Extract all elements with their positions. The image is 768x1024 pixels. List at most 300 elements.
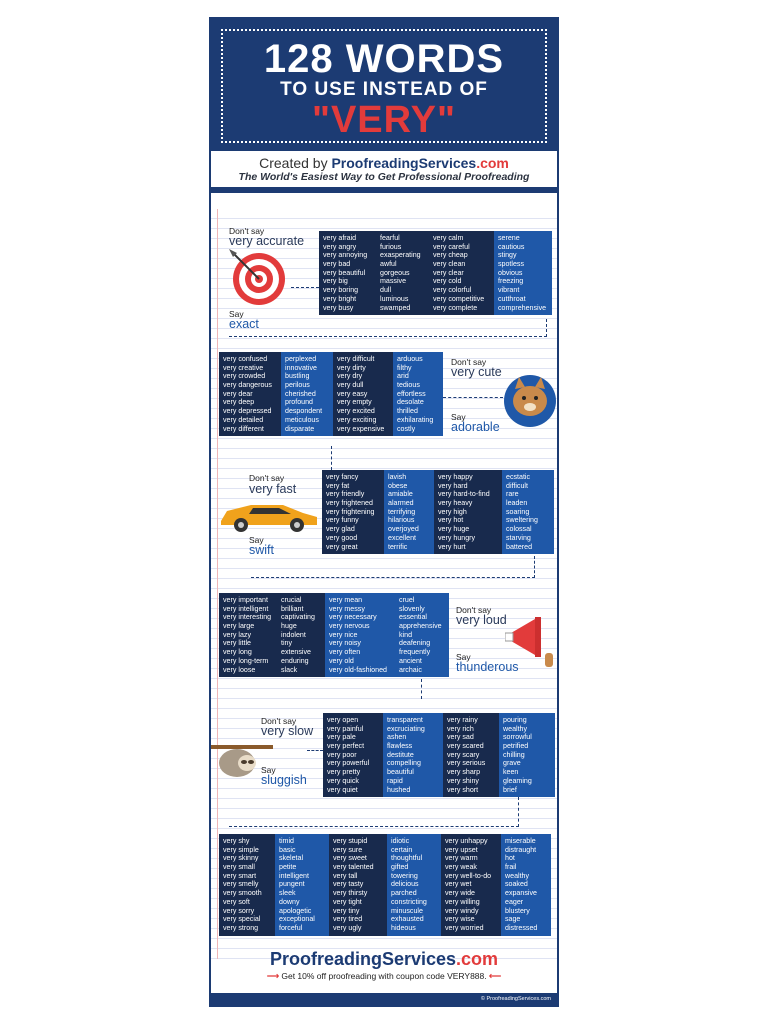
- word-entry: brilliant: [281, 604, 304, 613]
- word-entry: very hungry: [438, 533, 476, 542]
- word-entry: cruel: [399, 596, 415, 604]
- word-entry: very tall: [333, 871, 358, 880]
- connector-line: [291, 287, 319, 288]
- word-column: [494, 231, 552, 315]
- word-entry: excellent: [388, 533, 416, 542]
- word-entry: spotless: [498, 260, 525, 269]
- word-column: [322, 470, 384, 554]
- word-entry: soaring: [506, 507, 530, 516]
- word-column: [499, 713, 555, 797]
- copyright-text: © ProofreadingServices.com: [480, 996, 551, 1002]
- word-column: [219, 834, 275, 936]
- word-entry: very noisy: [329, 639, 361, 648]
- title-line-1: 128 WORDS: [263, 37, 505, 81]
- word-entry: archaic: [399, 665, 422, 674]
- word-entry: very dangerous: [223, 381, 272, 390]
- copyright-bar: [211, 993, 557, 1005]
- word-entry: very loose: [223, 665, 256, 674]
- word-entry: very unhappy: [445, 837, 488, 845]
- word-entry: distressed: [505, 923, 538, 932]
- word-entry: terrific: [388, 542, 408, 551]
- word-entry: very old: [329, 656, 354, 665]
- word-entry: parched: [391, 889, 417, 898]
- word-entry: very competitive: [433, 294, 485, 303]
- word-entry: overjoyed: [388, 525, 419, 534]
- word-entry: very tired: [333, 915, 363, 924]
- word-entry: serene: [498, 234, 520, 242]
- word-column: [325, 593, 395, 677]
- word-entry: forceful: [279, 923, 303, 932]
- word-entry: very bad: [323, 260, 351, 269]
- word-entry: alarmed: [388, 499, 414, 508]
- say-label: Say: [229, 309, 244, 319]
- word-entry: very good: [326, 533, 358, 542]
- credit-line: [211, 155, 557, 171]
- word-entry: skeletal: [279, 854, 304, 863]
- word-entry: very wide: [445, 889, 475, 898]
- word-entry: very tiny: [333, 906, 360, 915]
- word-entry: slack: [281, 665, 298, 674]
- word-entry: hideous: [391, 923, 416, 932]
- word-entry: gorgeous: [380, 268, 410, 277]
- word-entry: very cold: [433, 277, 462, 286]
- word-entry: very frightening: [326, 507, 375, 516]
- word-entry: very serious: [447, 759, 486, 768]
- say-word: adorable: [451, 420, 500, 434]
- word-entry: very depressed: [223, 407, 272, 416]
- word-entry: very smelly: [223, 880, 259, 889]
- word-entry: destitute: [387, 750, 414, 759]
- word-entry: very tight: [333, 897, 362, 906]
- coupon-text: Get 10% off proofreading with coupon code VERY888.: [281, 971, 487, 981]
- word-entry: furious: [380, 242, 402, 251]
- word-entry: leaden: [506, 499, 528, 508]
- word-entry: thoughtful: [391, 854, 423, 863]
- word-entry: exasperating: [380, 251, 421, 260]
- connector-line: [421, 679, 422, 699]
- target-icon: [225, 249, 289, 309]
- word-entry: captivating: [281, 613, 315, 622]
- word-entry: very perfect: [327, 742, 365, 751]
- word-entry: very powerful: [327, 759, 370, 768]
- word-entry: eager: [505, 897, 524, 906]
- word-column: [323, 713, 383, 797]
- word-block-6: [219, 834, 551, 936]
- word-entry: sleek: [279, 889, 296, 898]
- word-entry: wealthy: [505, 871, 530, 880]
- word-entry: exhausted: [391, 915, 424, 924]
- word-entry: downy: [279, 897, 300, 906]
- word-entry: luminous: [380, 294, 409, 303]
- word-entry: very weak: [445, 863, 477, 872]
- word-entry: intelligent: [279, 871, 309, 880]
- title-line-2: TO USE INSTEAD OF: [280, 79, 488, 100]
- word-column: [275, 834, 329, 936]
- word-entry: very poor: [327, 750, 357, 759]
- word-entry: swamped: [380, 303, 411, 312]
- word-entry: flawless: [387, 742, 413, 751]
- word-entry: constricting: [391, 897, 427, 906]
- word-entry: enduring: [281, 656, 309, 665]
- footer-brand-name: ProofreadingServices: [269, 949, 457, 969]
- word-entry: exhilarating: [397, 415, 434, 424]
- word-entry: grave: [503, 759, 521, 768]
- connector-line: [307, 750, 323, 751]
- word-entry: very bright: [323, 294, 357, 303]
- word-entry: very smart: [223, 871, 257, 880]
- word-entry: colossal: [506, 525, 532, 534]
- word-entry: cautious: [498, 242, 525, 251]
- word-entry: very excited: [337, 407, 375, 416]
- word-entry: very great: [326, 542, 358, 551]
- word-entry: hot: [505, 854, 515, 863]
- word-entry: very easy: [337, 389, 368, 398]
- word-column: [387, 834, 441, 936]
- word-entry: very frightened: [326, 499, 373, 508]
- word-entry: desolate: [397, 398, 424, 407]
- word-entry: slovenly: [399, 604, 425, 613]
- word-entry: rapid: [387, 776, 403, 785]
- word-column: [502, 470, 554, 554]
- header-banner: [211, 19, 557, 151]
- word-entry: basic: [279, 845, 296, 854]
- word-column: [281, 352, 333, 436]
- word-entry: arid: [397, 372, 409, 381]
- word-entry: towering: [391, 871, 418, 880]
- word-entry: sweltering: [506, 516, 538, 525]
- word-entry: deafening: [399, 639, 431, 648]
- word-entry: very afraid: [323, 234, 357, 242]
- word-entry: very clear: [433, 268, 464, 277]
- footer-brand-tld: .com: [456, 949, 499, 969]
- word-entry: very funny: [326, 516, 359, 525]
- word-entry: very long: [223, 648, 252, 657]
- word-entry: tiny: [281, 639, 293, 648]
- word-entry: very smooth: [223, 889, 262, 898]
- word-entry: very pretty: [327, 768, 361, 777]
- word-entry: very dirty: [337, 363, 366, 372]
- word-entry: perilous: [285, 381, 310, 390]
- word-entry: very colorful: [433, 286, 472, 295]
- word-entry: indolent: [281, 630, 306, 639]
- word-block-2: [219, 352, 443, 436]
- word-entry: very wise: [445, 915, 475, 924]
- word-entry: very huge: [438, 525, 470, 534]
- word-entry: very messy: [329, 604, 365, 613]
- word-entry: despondent: [285, 407, 323, 416]
- word-entry: very strong: [223, 923, 259, 932]
- word-entry: very beautiful: [323, 268, 366, 277]
- word-entry: very careful: [433, 242, 470, 251]
- word-entry: apprehensive: [399, 622, 442, 631]
- word-column: [383, 713, 443, 797]
- arrow-left-icon: ⟵: [489, 971, 502, 981]
- word-entry: very upset: [445, 845, 478, 854]
- word-entry: very stupid: [333, 837, 368, 845]
- word-entry: dull: [380, 286, 392, 295]
- word-entry: very busy: [323, 303, 354, 312]
- word-entry: ancient: [399, 656, 422, 665]
- word-entry: battered: [506, 542, 533, 551]
- word-entry: very clean: [433, 260, 466, 269]
- word-entry: very quiet: [327, 785, 358, 794]
- word-entry: thrilled: [397, 407, 418, 416]
- word-entry: very thirsty: [333, 889, 368, 898]
- word-entry: very tasty: [333, 880, 364, 889]
- word-entry: minuscule: [391, 906, 423, 915]
- word-entry: apologetic: [279, 906, 312, 915]
- word-entry: very dear: [223, 389, 253, 398]
- word-entry: profound: [285, 398, 314, 407]
- connector-line: [229, 319, 547, 337]
- word-entry: very well-to-do: [445, 871, 492, 880]
- word-entry: huge: [281, 622, 297, 631]
- word-entry: very deep: [223, 398, 255, 407]
- word-entry: effortless: [397, 389, 426, 398]
- connector-line: [331, 446, 332, 470]
- word-entry: bustling: [285, 372, 310, 381]
- word-entry: sage: [505, 915, 521, 924]
- word-entry: brief: [503, 785, 517, 794]
- word-column: [434, 470, 502, 554]
- word-column: [333, 352, 393, 436]
- word-column: [501, 834, 551, 936]
- word-entry: very boring: [323, 286, 359, 295]
- word-entry: very special: [223, 915, 261, 924]
- word-entry: frail: [505, 863, 517, 872]
- word-entry: difficult: [506, 481, 528, 490]
- word-entry: stingy: [498, 251, 517, 260]
- word-entry: very skinny: [223, 854, 259, 863]
- dont-say-word: very loud: [456, 613, 507, 627]
- word-entry: very willing: [445, 897, 480, 906]
- dont-say-label: Don't say: [456, 605, 492, 615]
- word-column: [395, 593, 449, 677]
- word-entry: very big: [323, 277, 348, 286]
- credit-tagline: The World's Easiest Way to Get Professional Proofreading: [238, 171, 530, 183]
- word-entry: very scary: [447, 750, 480, 759]
- say-word: swift: [249, 543, 274, 557]
- word-entry: very warm: [445, 854, 478, 863]
- word-entry: idiotic: [391, 837, 410, 845]
- credit-tld: .com: [476, 155, 509, 171]
- word-column: [429, 231, 494, 315]
- word-entry: very old-fashioned: [329, 665, 387, 674]
- dont-say-word: very slow: [261, 724, 314, 738]
- word-entry: pungent: [279, 880, 305, 889]
- word-entry: very small: [223, 863, 255, 872]
- coupon-line: [211, 971, 557, 982]
- word-entry: fearful: [380, 234, 400, 242]
- word-entry: very large: [223, 622, 255, 631]
- word-entry: compelling: [387, 759, 421, 768]
- word-entry: hilarious: [388, 516, 415, 525]
- word-entry: freezing: [498, 277, 524, 286]
- word-entry: miserable: [505, 837, 536, 845]
- word-entry: soaked: [505, 880, 528, 889]
- word-entry: delicious: [391, 880, 419, 889]
- word-entry: kind: [399, 630, 413, 639]
- word-entry: chilling: [503, 750, 525, 759]
- word-entry: essential: [399, 613, 427, 622]
- word-entry: very heavy: [438, 499, 473, 508]
- word-entry: very long-term: [223, 656, 269, 665]
- connector-line: [251, 556, 535, 578]
- word-entry: rare: [506, 490, 519, 499]
- word-block-4: [219, 593, 449, 677]
- word-entry: very ugly: [333, 923, 362, 932]
- footer-brand: [211, 949, 557, 970]
- word-entry: perplexed: [285, 355, 317, 363]
- word-entry: very pale: [327, 733, 356, 742]
- word-entry: certain: [391, 845, 413, 854]
- word-column: [319, 231, 376, 315]
- word-entry: very quick: [327, 776, 359, 785]
- word-entry: keen: [503, 768, 519, 777]
- word-entry: very painful: [327, 724, 364, 733]
- word-entry: very scared: [447, 742, 484, 751]
- word-entry: very complete: [433, 303, 478, 312]
- credit-prefix: Created by: [259, 155, 332, 171]
- word-entry: very high: [438, 507, 467, 516]
- word-block-3: [322, 470, 554, 554]
- word-entry: very shiny: [447, 776, 479, 785]
- word-entry: frequently: [399, 648, 431, 657]
- credit-bar: [211, 151, 557, 193]
- word-entry: very shy: [223, 837, 250, 845]
- word-entry: meticulous: [285, 415, 319, 424]
- title-line-3: "VERY": [311, 99, 457, 141]
- word-entry: very sharp: [447, 768, 481, 777]
- word-entry: very calm: [433, 234, 464, 242]
- word-entry: very windy: [445, 906, 479, 915]
- word-entry: lavish: [388, 473, 407, 481]
- dont-say-label: Don't say: [451, 357, 487, 367]
- word-entry: sorrowful: [503, 733, 532, 742]
- word-entry: very different: [223, 424, 264, 433]
- word-entry: pouring: [503, 716, 527, 724]
- word-entry: tedious: [397, 381, 420, 390]
- word-entry: obese: [388, 481, 408, 490]
- word-entry: very expensive: [337, 424, 385, 433]
- say-word: sluggish: [261, 773, 307, 787]
- word-entry: very worried: [445, 923, 484, 932]
- word-entry: very hard: [438, 481, 468, 490]
- word-entry: very glad: [326, 525, 355, 534]
- word-entry: exceptional: [279, 915, 315, 924]
- cat-icon: [503, 369, 557, 429]
- word-entry: very rainy: [447, 716, 478, 724]
- word-entry: very difficult: [337, 355, 375, 363]
- say-label: Say: [261, 765, 276, 775]
- word-column: [219, 352, 281, 436]
- dont-say-label: Don't say: [261, 716, 297, 726]
- word-entry: gleaming: [503, 776, 532, 785]
- word-entry: very interesting: [223, 613, 272, 622]
- word-entry: very fancy: [326, 473, 359, 481]
- word-column: [441, 834, 501, 936]
- word-entry: cutthroat: [498, 294, 526, 303]
- say-label: Say: [249, 535, 264, 545]
- word-entry: arduous: [397, 355, 423, 363]
- word-entry: very dull: [337, 381, 364, 390]
- word-entry: very hard-to-find: [438, 490, 490, 499]
- word-entry: very important: [223, 596, 268, 604]
- say-word: exact: [229, 317, 259, 331]
- word-entry: very often: [329, 648, 361, 657]
- word-entry: extensive: [281, 648, 311, 657]
- word-entry: hushed: [387, 785, 411, 794]
- word-entry: crucial: [281, 596, 302, 604]
- word-column: [384, 470, 434, 554]
- word-entry: very friendly: [326, 490, 365, 499]
- word-entry: very intelligent: [223, 604, 269, 613]
- word-entry: excruciating: [387, 724, 425, 733]
- word-entry: very mean: [329, 596, 363, 604]
- word-entry: innovative: [285, 363, 317, 372]
- word-entry: very soft: [223, 897, 250, 906]
- word-entry: terrifying: [388, 507, 416, 516]
- word-entry: very short: [447, 785, 479, 794]
- word-entry: very sad: [447, 733, 474, 742]
- word-entry: amiable: [388, 490, 413, 499]
- infographic-poster: [209, 17, 559, 1007]
- word-entry: very annoying: [323, 251, 368, 260]
- word-entry: very wet: [445, 880, 472, 889]
- word-entry: ecstatic: [506, 473, 531, 481]
- word-entry: very sorry: [223, 906, 255, 915]
- word-entry: very exciting: [337, 415, 377, 424]
- say-word: thunderous: [456, 660, 519, 674]
- word-entry: petite: [279, 863, 297, 872]
- word-entry: very fat: [326, 481, 350, 490]
- word-column: [393, 352, 443, 436]
- word-entry: very crowded: [223, 372, 266, 381]
- car-icon: [217, 497, 321, 533]
- word-entry: very angry: [323, 242, 357, 251]
- word-block-1: [319, 231, 552, 315]
- word-entry: filthy: [397, 363, 412, 372]
- word-column: [219, 593, 277, 677]
- word-entry: very necessary: [329, 613, 377, 622]
- word-entry: expansive: [505, 889, 537, 898]
- say-label: Say: [456, 652, 471, 662]
- word-entry: timid: [279, 837, 294, 845]
- connector-line: [229, 797, 519, 827]
- word-entry: very open: [327, 716, 359, 724]
- word-entry: very sweet: [333, 854, 367, 863]
- word-entry: disparate: [285, 424, 315, 433]
- dont-say-label: Don't say: [229, 226, 265, 236]
- word-entry: obvious: [498, 268, 523, 277]
- word-entry: very confused: [223, 355, 268, 363]
- word-column: [376, 231, 429, 315]
- word-entry: petrified: [503, 742, 529, 751]
- word-entry: very simple: [223, 845, 259, 854]
- word-entry: vibrant: [498, 286, 520, 295]
- say-label: Say: [451, 412, 466, 422]
- word-entry: awful: [380, 260, 397, 269]
- word-column: [443, 713, 499, 797]
- arrow-right-icon: ⟶: [266, 971, 279, 981]
- word-entry: wealthy: [503, 724, 528, 733]
- word-entry: transparent: [387, 716, 423, 724]
- word-entry: very creative: [223, 363, 264, 372]
- dont-say-word: very fast: [249, 482, 297, 496]
- credit-brand: ProofreadingServices: [331, 155, 477, 171]
- word-entry: starving: [506, 533, 531, 542]
- word-column: [329, 834, 387, 936]
